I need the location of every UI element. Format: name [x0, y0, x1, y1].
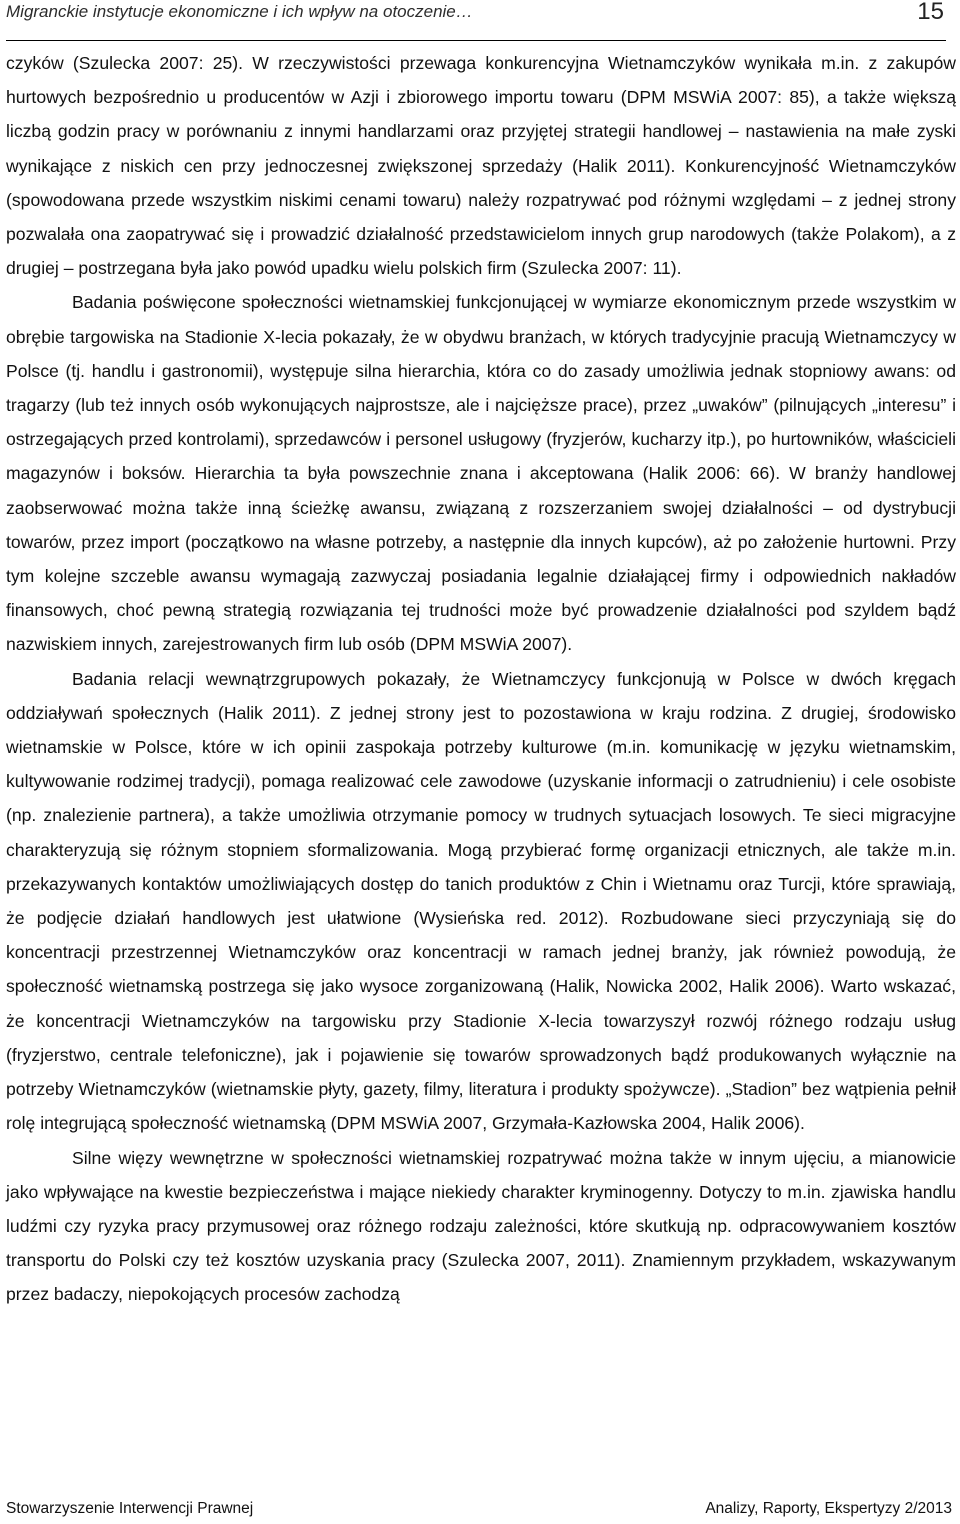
body-text	[6, 46, 956, 1312]
paragraph-3: Badania relacji wewnątrzgrupowych pokazały, że Wietnamczycy funkcjonują w Polsce w dwóch kręgach oddziaływań społecznych (Halik 2011). Z jednej strony jest to pozostawiona w kraju rodzina. Z drugiej, środowisko wietnamskie w Polsce, które w ich opinii zaspokaja potrzeby kulturowe (m.in. komunikację w języku wietnamskim, kultywowanie rodzimej tradycji), pomaga realizować cele zawodowe (uzyskanie informacji o zatrudnieniu) i cele osobiste (np. znalezienie partnera), a także umożliwia otrzymanie pomocy w trudnych sytuacjach losowych. Te sieci migracyjne charakteryzują się różnym stopniem sformalizowania. Mogą przybierać formę organizacji etnicznych, ale także m.in. przekazywanych kontaktów umożliwiających dostęp do tanich produktów z Chin i Wietnamu oraz Turcji, które sprawiają, że podjęcie działań handlowych jest ułatwione (Wysieńska red. 2012). Rozbudowane sieci przyczyniają się do koncentracji przestrzennej Wietnamczyków oraz koncentracji w ramach jednej branży, jak również powodują, że społeczność wietnamską postrzega się jako wysoce zorganizowaną (Halik, Nowicka 2002, Halik 2006). Warto wskazać, że koncentracji Wietnamczyków na targowisku przy Stadionie X-lecia towarzyszył rozwój różnego rodzaju usług (fryzjerstwo, centrale telefoniczne), jak i pojawienie się towarów sprowadzonych bądź produkowanych wyłącznie na potrzeby Wietnamczyków (wietnamskie płyty, gazety, filmy, literatura i produkty spożywcze). „Stadion” bez wątpienia pełnił rolę integrującą społeczność wietnamską (DPM MSWiA 2007, Grzymała-Kazłowska 2004, Halik 2006).	[6, 668, 956, 1134]
page-number: 15	[917, 0, 944, 25]
page-header	[6, 0, 946, 41]
paragraph-1: czyków (Szulecka 2007: 25). W rzeczywistości przewaga konkurencyjna Wietnamczyków wynikała m.in. z zakupów hurtowych bezpośrednio u producentów w Azji i zbiorowego importu towaru (DPM MSWiA 2007: 85), a także większą liczbą godzin pracy w porównaniu z innymi handlarzami oraz przyjętej strategii handlowej – nastawienia na małe zyski wynikające z niskich cen przy jednoczesnej zwiększonej sprzedaży (Halik 2011). Konkurencyjność Wietnamczyków (spowodowana przede wszystkim niskimi cenami towaru) należy rozpatrywać pod różnymi względami – z jednej strony pozwalała ona zaopatrywać się i prowadzić działalność przedstawicielom innych grup narodowych (także Polakom), a z drugiej – postrzegana była jako powód upadku wielu polskich firm (Szulecka 2007: 11).	[6, 53, 956, 279]
footer-publication: Analizy, Raporty, Ekspertyzy 2/2013	[705, 1500, 952, 1517]
footer-organization: Stowarzyszenie Interwencji Prawnej	[6, 1500, 254, 1517]
paragraph-4: Silne więzy wewnętrzne w społeczności wietnamskiej rozpatrywać można także w innym ujęciu, a mianowicie jako wpływające na kwestie bezpieczeństwa i mające niekiedy charakter kryminogenny. Dotyczy to m.in. zjawiska handlu ludźmi czy ryzyka pracy przymusowej oraz różnego rodzaju zależności, które skutkują np. odpracowywaniem kosztów transportu do Polski czy też kosztów uzyskania pracy (Szulecka 2007, 2011). Znamiennym przykładem, wskazywanym przez badaczy, niepokojących procesów zachodzą	[6, 1147, 956, 1305]
running-header-title: Migranckie instytucje ekonomiczne i ich wpływ na otoczenie…	[6, 2, 473, 21]
paragraph-2: Badania poświęcone społeczności wietnamskiej funkcjonującej w wymiarze ekonomicznym przede wszystkim w obrębie targowiska na Stadionie X-lecia pokazały, że w obydwu branżach, w których tradycyjnie pracują Wietnamczycy w Polsce (tj. handlu i gastronomii), występuje silna hierarchia, która co do zasady umożliwia jednak stopniowy awans: od tragarzy (lub też innych osób wykonujących najprostsze, ale i najcięższe prace), przez „uwaków” (pilnujących „interesu” i ostrzegających przed kontrolami), sprzedawców i personel usługowy (fryzjerów, kucharzy itp.), po hurtowników, właścicieli magazynów i boksów. Hierarchia ta była powszechnie znana i akceptowana (Halik 2006: 66). W branży handlowej zaobserwować można także inną ścieżkę awansu, związaną z rozszerzaniem swojej działalności – od dystrybucji towarów, przez import (początkowo na własne potrzeby, a następnie dla innych kupców), aż po założenie hurtowni. Przy tym kolejne szczeble awansu wymagają zazwyczaj posiadania legalnie działającej firmy i odpowiednich nakładów finansowych, choć pewną strategią rozwiązania tej trudności może być prowadzenie działalności pod szyldem bądź nazwiskiem innych, zarejestrowanych firm lub osób (DPM MSWiA 2007).	[6, 292, 956, 655]
